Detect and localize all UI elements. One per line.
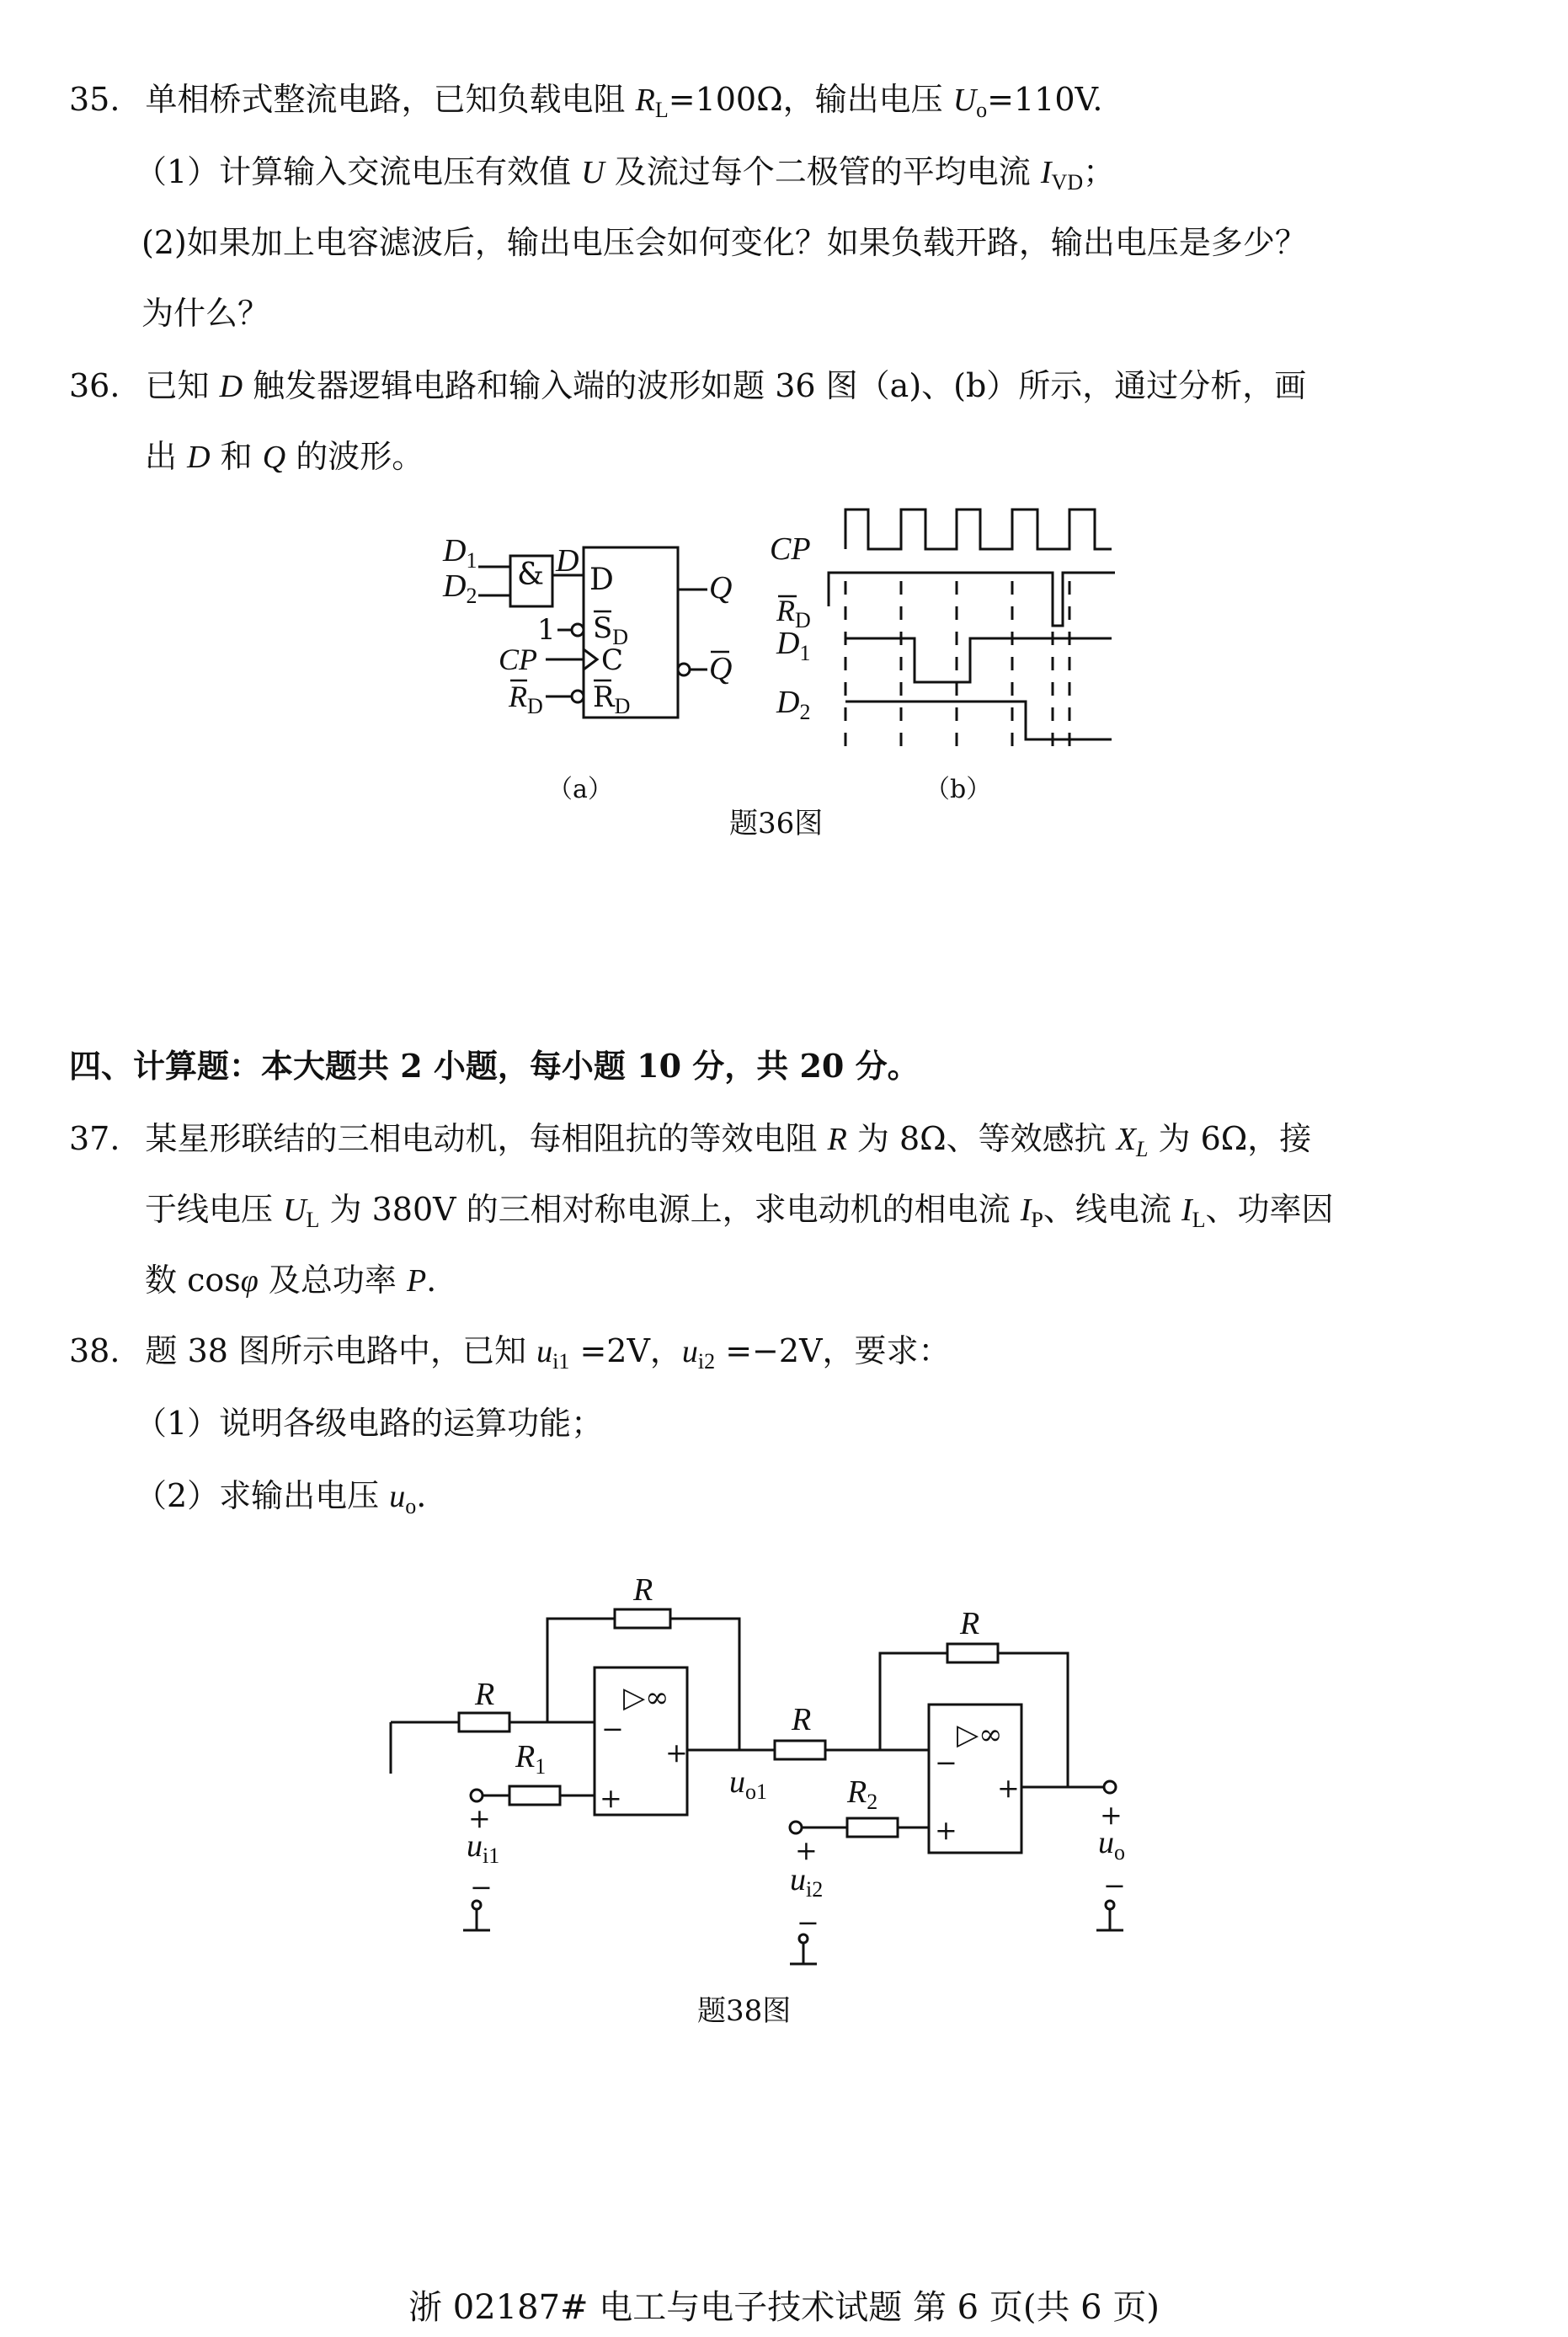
pin-rd-label: $R_D$	[593, 680, 631, 718]
fig36b-cp-label: CP	[770, 531, 811, 567]
q38-part1: （1）说明各级电路的运算功能；	[135, 1405, 604, 1442]
q35-line1: 35. 单相桥式整流电路，已知负载电阻 $R_L=100\Omega$，输出电压 $U_o=110V$.	[69, 81, 1103, 122]
fig36a-d2-label: $D_2$	[443, 568, 477, 608]
q36-number: 36.	[69, 367, 120, 404]
resistor-mid	[775, 1741, 825, 1759]
ui2-plus: +	[795, 1834, 818, 1866]
resistor-feedback-1	[615, 1609, 670, 1628]
uo-plus: +	[1100, 1799, 1123, 1831]
q38-number: 38.	[69, 1332, 120, 1369]
fig38-r-mid: R	[792, 1702, 812, 1737]
q38-part2: （2）求输出电压 $u_o$.	[135, 1477, 427, 1518]
and-symbol: &	[517, 558, 545, 592]
q36-line2: 出 D 和 Q 的波形。	[145, 438, 424, 475]
pin-d-label: D	[589, 563, 614, 597]
q36-line1: 36. 已知 D 触发器逻辑电路和输入端的波形如题 36 图（a)、(b）所示，通过分析，画	[69, 367, 1307, 404]
opamp2-plus-out: +	[997, 1772, 1020, 1804]
pin-c-label: C	[601, 643, 624, 677]
fig38-r2: $R_2$	[847, 1774, 878, 1814]
fig36b-rd-label: $R_D$	[776, 594, 811, 632]
fig36a-q-label: Q	[709, 570, 733, 606]
fig36b-d2-label: $D_2$	[776, 685, 811, 724]
ui2-minus: −	[797, 1907, 819, 1939]
q35-part2-cont: 为什么？	[141, 295, 270, 332]
opamp2-minus: −	[935, 1747, 957, 1779]
resistor-r2	[847, 1818, 898, 1837]
resistor-input-1	[459, 1713, 509, 1731]
fig38-r-feedback2: R	[960, 1606, 980, 1641]
ui1-plus: +	[468, 1802, 491, 1834]
sd-one-label: 1	[537, 613, 556, 647]
fig36-caption-b: （b）	[925, 775, 992, 804]
opamp1-plus-out: +	[665, 1737, 688, 1769]
opamp2-plus-in: +	[935, 1814, 957, 1846]
uo-minus: −	[1103, 1870, 1126, 1902]
resistor-feedback-2	[947, 1644, 998, 1662]
q37-number: 37.	[69, 1120, 120, 1157]
fig36a-rd-label: $R_D$	[509, 680, 543, 718]
resistor-r1	[509, 1786, 560, 1805]
fig36a-d1-label: $D_1$	[443, 533, 477, 573]
fig38-ui2: $u_{i2}$	[790, 1862, 824, 1902]
pin-sd-label: $S_D$	[593, 611, 629, 649]
fig36-title: 题36图	[729, 807, 824, 840]
section4-heading: 四、计算题：本大题共 2 小题，每小题 10 分，共 20 分。	[69, 1047, 920, 1085]
opamp1-plus-in: +	[600, 1782, 622, 1814]
fig36a-qbar-label: Q	[709, 651, 733, 686]
q35-part2: (2)如果加上电容滤波后，输出电压会如何变化？如果负载开路，输出电压是多少？	[141, 224, 1307, 261]
fig36b-d1-label: $D_1$	[776, 626, 811, 665]
opamp1-minus: −	[601, 1713, 624, 1745]
fig38-r1: $R_1$	[515, 1739, 547, 1779]
fig38-uo1: $u_{o1}$	[729, 1764, 767, 1804]
q38-line1: 38. 题 38 图所示电路中，已知 $u_{i1} =2V$，$u_{i2} =-2V$，要求：	[69, 1332, 951, 1374]
page-footer: 浙 02187# 电工与电子技术试题 第 6 页(共 6 页)	[408, 2288, 1160, 2327]
opamp2-symbol: ▷∞	[957, 1718, 1003, 1752]
q37-line2: 于线电压 $U_L$ 为 380V 的三相对称电源上，求电动机的相电流 $I_P$、线电流 $I_L$、功率因	[145, 1191, 1334, 1232]
fig38-uo: $u_o$	[1098, 1825, 1125, 1865]
fig38-ui1: $u_{i1}$	[467, 1828, 500, 1868]
fig38-title: 题38图	[697, 1994, 792, 2028]
q35-number: 35.	[69, 81, 120, 118]
ui1-minus: −	[470, 1871, 493, 1903]
q37-line3: 数 cosφ 及总功率 P.	[145, 1262, 437, 1299]
fig36a-cp-label: CP	[499, 643, 538, 676]
opamp1-symbol: ▷∞	[623, 1681, 669, 1715]
fig36a-d-wire-label: D	[556, 543, 579, 579]
fig38-r-input1: R	[475, 1677, 495, 1712]
q35-part1: （1）计算输入交流电压有效值 U 及流过每个二极管的平均电流 $I_{VD}$；	[135, 153, 1116, 195]
fig36-caption-a: （a）	[547, 775, 613, 804]
q37-line1: 37. 某星形联结的三相电动机，每相阻抗的等效电阻 R 为 8Ω、等效感抗 $X_L$ 为 6Ω，接	[69, 1120, 1312, 1161]
fig38-r-feedback1: R	[633, 1572, 653, 1608]
